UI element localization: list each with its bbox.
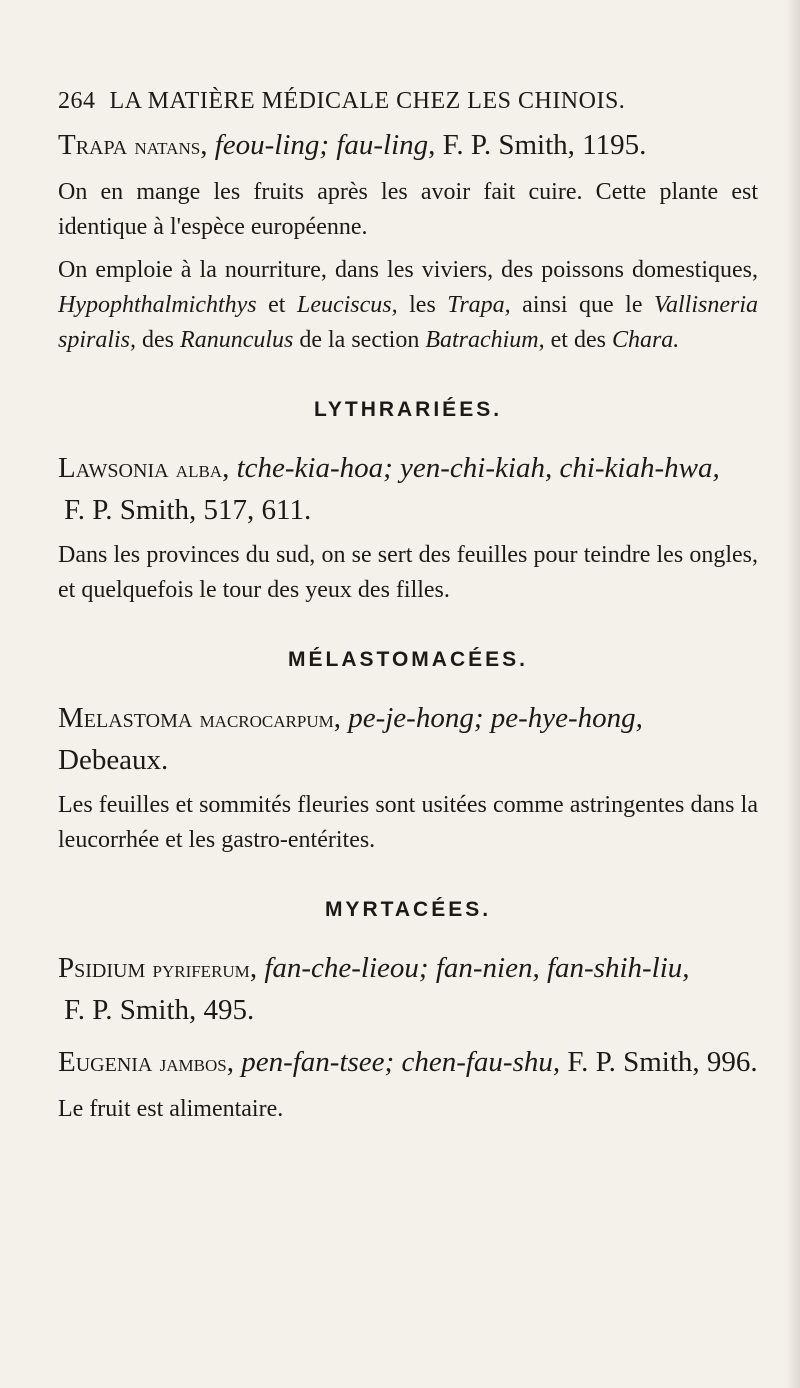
taxon-name: Trapa, bbox=[447, 292, 511, 318]
species-name: pyriferum bbox=[152, 957, 250, 983]
eugenia-paragraph-1: Le fruit est alimentaire. bbox=[58, 1096, 284, 1122]
entry-melastoma-heading: Melastoma macrocarpum, pe-je-hong; pe-hye-hong, Debeaux. bbox=[58, 702, 643, 776]
text-run: On emploie à la nourriture, dans les viviers, des poissons domestiques, bbox=[58, 257, 758, 283]
genus-name: Trapa bbox=[58, 129, 128, 161]
genus-name: Melastoma bbox=[58, 702, 193, 734]
taxon-name: Hypophthalmichthys bbox=[58, 292, 257, 318]
species-name: jambos bbox=[159, 1051, 227, 1077]
section-title-myrtacees: MYRTACÉES. bbox=[324, 898, 492, 921]
species-name: natans bbox=[134, 134, 201, 160]
entry-trapa-heading: Trapa natans, feou-ling; fau-ling, F. P. Smith, 1195. bbox=[58, 129, 647, 161]
chinese-names: tche-kia-hoa; yen-chi-kiah, chi-kiah-hwa, bbox=[236, 452, 720, 484]
reference: F. P. Smith, 517, 611. bbox=[64, 494, 312, 526]
running-title: LA MATIÈRE MÉDICALE CHEZ LES CHINOIS. bbox=[109, 88, 626, 114]
trapa-paragraph-2 bbox=[58, 253, 758, 358]
text-run: ainsi que le bbox=[522, 292, 643, 318]
page-edge-shadow bbox=[786, 0, 800, 1388]
melastoma-paragraph-1: Les feuilles et sommités fleuries sont usitées comme astringentes dans la leucorrhée et les gastro-entérites. bbox=[58, 792, 758, 853]
chinese-names: pe-je-hong; pe-hye-hong, bbox=[348, 702, 643, 734]
reference: Debeaux. bbox=[58, 744, 169, 776]
entry-eugenia-heading: Eugenia jambos, pen-fan-tsee; chen-fau-shu, F. P. Smith, 996. bbox=[58, 1046, 758, 1078]
taxon-name: Vallisneria spiralis, bbox=[58, 292, 758, 353]
chinese-names: feou-ling; fau-ling bbox=[214, 129, 429, 161]
text-run: et bbox=[268, 292, 286, 318]
taxon-name: Batrachium, bbox=[425, 327, 545, 353]
species-name: alba bbox=[175, 457, 223, 483]
text-run: et des bbox=[550, 327, 606, 353]
chinese-names: fan-che-lieou; fan-nien, fan-shih-liu, bbox=[264, 952, 690, 984]
taxon-name: Leuciscus, bbox=[296, 292, 398, 318]
reference: F. P. Smith, 996. bbox=[567, 1046, 758, 1078]
species-name: macrocarpum bbox=[199, 707, 334, 733]
running-head bbox=[58, 88, 758, 115]
section-title-lythrariees: LYTHRARIÉES. bbox=[313, 398, 503, 421]
trapa-paragraph-1: On en mange les fruits après les avoir fait cuire. Cette plante est identique à l'espèce européenne. bbox=[58, 179, 758, 240]
taxon-name: Chara. bbox=[611, 327, 680, 353]
genus-name: Psidium bbox=[58, 952, 146, 984]
spacer bbox=[58, 1030, 758, 1042]
taxon-name: Ranunculus bbox=[180, 327, 294, 353]
lawsonia-paragraph-1: Dans les provinces du sud, on se sert des feuilles pour teindre les ongles, et quelquefois le tour des yeux des filles. bbox=[58, 542, 758, 603]
genus-name: Lawsonia bbox=[58, 452, 169, 484]
chinese-names: pen-fan-tsee; chen-fau-shu, bbox=[241, 1046, 561, 1078]
entry-lawsonia-heading: Lawsonia alba, tche-kia-hoa; yen-chi-kiah, chi-kiah-hwa, F. P. Smith, 517, 611. bbox=[58, 452, 720, 526]
text-run: des bbox=[142, 327, 175, 353]
text-run: de la section bbox=[299, 327, 420, 353]
entry-psidium-heading: Psidium pyriferum, fan-che-lieou; fan-nien, fan-shih-liu, F. P. Smith, 495. bbox=[58, 952, 690, 1026]
text-run: les bbox=[409, 292, 436, 318]
reference: F. P. Smith, 1195. bbox=[442, 129, 647, 161]
section-title-melastomacees: MÉLASTOMACÉES. bbox=[288, 648, 528, 671]
page-number: 264 bbox=[58, 88, 96, 114]
reference: F. P. Smith, 495. bbox=[64, 994, 255, 1026]
genus-name: Eugenia bbox=[58, 1046, 153, 1078]
